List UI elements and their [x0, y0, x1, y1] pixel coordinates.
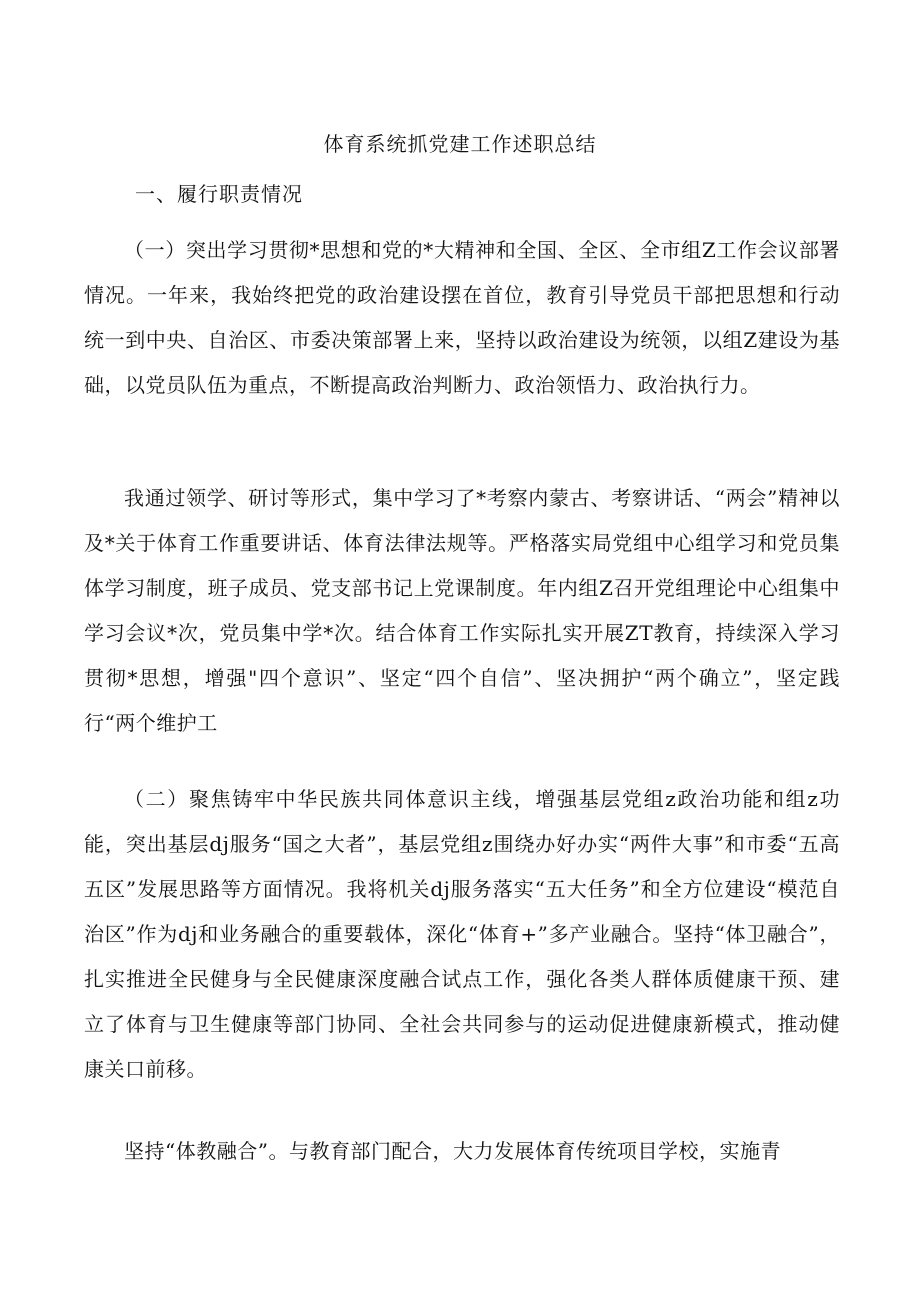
paragraph-2: 我通过领学、研讨等形式，集中学习了*考察内蒙古、考察讲话、“两会”精神以及*关于体育工作重要讲话、体育法律法规等。严格落实局党组中心组学习和党员集体学习制度，班子成员、党支部书记上党课制度。年内组Z召开党组理论中心组集中学习会议*次，党员集中学*次。结合体育工作实际扎实开展ZT教育，持续深入学习贯彻*思想，增强"四个意识”、坚定“四个自信”、坚决拥护“两个确立”，坚定践行“两个维护工: [84, 486, 840, 735]
paragraph-1: （一）突出学习贯彻*思想和党的*大精神和全国、全区、全市组Z工作会议部署情况。一年来，我始终把党的政治建设摆在首位，教育引导党员干部把思想和行动统一到中央、自治区、市委决策部署上来，坚持以政治建设为统领，以组Z建设为基础，以党员队伍为重点，不断提高政治判断力、政治领悟力、政治执行力。: [84, 238, 840, 397]
document-title: 体育系统抓党建工作述职总结: [323, 132, 597, 156]
section-heading: 一、履行职责情况: [135, 182, 303, 206]
paragraph-3: （二）聚焦铸牢中华民族共同体意识主线，增强基层党组z政治功能和组z功能，突出基层dj服务“国之大者”，基层党组z围绕办好办实“两件大事”和市委“五高五区”发展思路等方面情况。我将机关dj服务落实“五大任务”和全方位建设“模范自治区”作为dj和业务融合的重要载体，深化“体育+”多产业融合。坚持“体卫融合”，扎实推进全民健身与全民健康深度融合试点工作，强化各类人群体质健康干预、建立了体育与卫生健康等部门协同、全社会共同参与的运动促进健康新模式，推动健康关口前移。: [84, 787, 840, 1081]
paragraph-4: 坚持“体教融合”。与教育部门配合，大力发展体育传统项目学校，实施青: [124, 1139, 781, 1163]
